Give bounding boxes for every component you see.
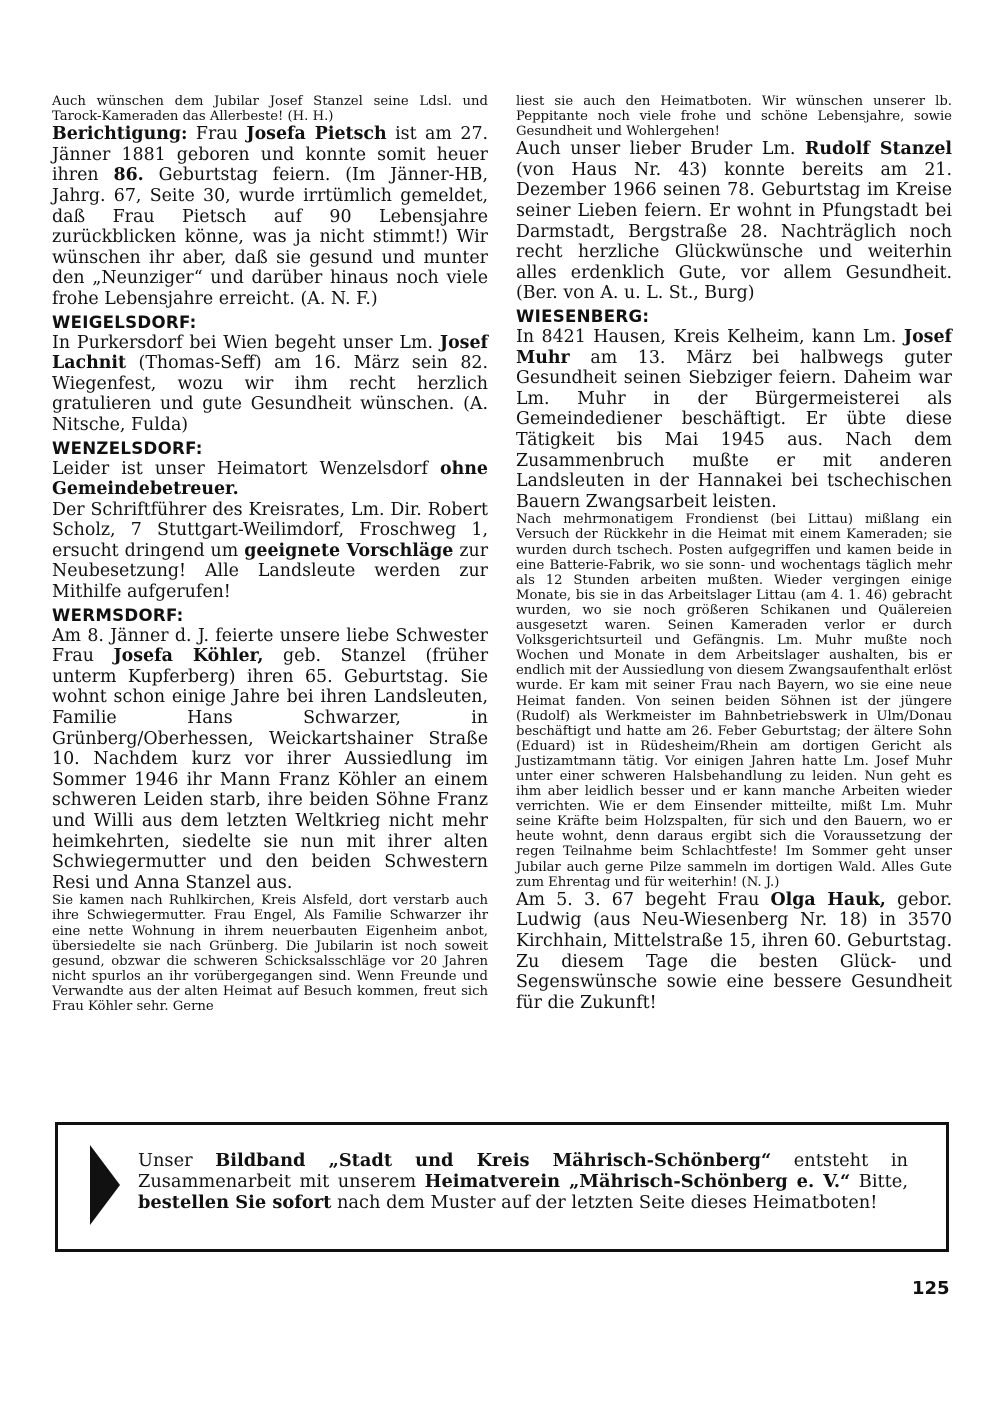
text: Leider ist unser Heimatort Wenzelsdorf	[52, 458, 428, 479]
emphasis-text: Bildband „Stadt und Kreis Mährisch-Schönberg“	[215, 1150, 772, 1171]
text: Geburtstag feiern. (Im Jänner-HB, Jahrg. 67, Seite 30, wurde irrtümlich gemeldet, daß Frau Pietsch auf 90 Lebensjahre zurückblicken könne, was ja nicht stimmt!) Wir wünschen ihr aber, daß sie gesund und munter den „Neunziger“ und darüber hinaus noch viele frohe Lebensjahre erreicht. (A. N. F.)	[52, 165, 488, 309]
emphasis-text: Heimatverein „Mährisch-Schönberg e. V.“	[424, 1171, 851, 1192]
text: nach dem Muster auf der letzten Seite dieses Heimatboten!	[336, 1192, 878, 1213]
paragraph-olga-hauk	[516, 890, 952, 1014]
paragraph-wenzelsdorf-1	[52, 459, 488, 500]
heading-wiesenberg: WIESENBERG:	[516, 307, 650, 327]
text: Am 5. 3. 67 begeht Frau	[516, 889, 760, 910]
text: am 13. März bei halbwegs guter Gesundheit seinen Siebziger feiern. Daheim war Lm. Muhr in der Bürgermeisterei als Gemeindediener beschäftigt. Er übte diese Tätigkeit bis Mai 1945 aus. Nach dem Zusammenbruch mußte er mit anderen Landsleuten in der Hannakei bei tschechischen Bauern Zwangsarbeit leisten.	[516, 347, 952, 512]
text: In Purkersdorf bei Wien begeht unser Lm.	[52, 332, 433, 353]
arrow-right-icon	[90, 1145, 120, 1225]
text: Auch unser lieber Bruder Lm.	[516, 139, 796, 160]
text: Am 8. Jänner d. J. feierte unsere liebe Schwester Frau	[52, 625, 488, 667]
text: gebor. Ludwig (aus Neu-Wiesenberg Nr. 18) in 3570 Kirchhain, Mittelstraße 15, ihren 60. Geburtstag. Zu diesem Tage die besten Glück- und Segenswünsche sowie eine bessere Gesundheit für die Zukunft!	[516, 889, 953, 1013]
text: ist am 27. Jänner 1881 geboren und konnte somit heuer ihren	[52, 124, 489, 186]
emphasis-text: bestellen Sie sofort	[138, 1192, 332, 1213]
emphasis-text: geeignete Vorschläge	[244, 540, 454, 561]
name-josef-muhr: Josef Muhr	[516, 327, 953, 368]
text: (von Haus Nr. 43) konnte bereits am 21. Dezember 1966 seinen 78. Geburtstag im Kreise seiner Lieben feiern. Er wohnt in Pfungstadt bei Darmstadt, Bergstraße 28. Nachträglich noch recht herzliche Glückwünsche und weiterhin alles erdenklich Gute, vor allem Gesundheit. (Ber. von A. u. L. St., Burg)	[516, 159, 952, 304]
text: geb. Stanzel (früher unterm Kupferberg) ihren 65. Geburtstag. Sie wohnt schon einige Jahre bei ihren Landsleuten, Familie Hans Schwarzer, in Grünberg/Oberhessen, Weickartshainer Straße 10. Nachdem kurz vor ihrer Aussiedlung im Sommer 1946 ihr Mann Franz Köhler an einem schweren Leiden starb, ihre beiden Söhne Franz und Willi aus dem letzten Weltkrieg nicht mehr heimkehrten, siedelte sie nun mit ihrer alten Schwiegermutter und den beiden Schwestern Resi und Anna Stanzel aus.	[52, 646, 489, 893]
text: Frau	[195, 124, 238, 145]
page-number: 125	[912, 1278, 950, 1299]
paragraph-weigelsdorf	[52, 333, 488, 436]
age-number: 86.	[113, 165, 144, 186]
paragraph-berichtigung	[52, 124, 488, 309]
name-josefa-pietsch: Josefa Pietsch	[246, 124, 387, 145]
label-berichtigung: Berichtigung:	[52, 124, 188, 145]
notice-box	[55, 1122, 949, 1252]
text: In 8421 Hausen, Kreis Kelheim, kann Lm.	[516, 327, 897, 348]
text: Der Schriftführer des Kreisrates, Lm. Dir. Robert Scholz, 7 Stuttgart-Weilimdorf, Froschweg 1, ersucht dringend um	[52, 499, 488, 561]
left-column	[52, 94, 488, 1014]
name-josef-lachnit: Josef Lachnit	[52, 332, 489, 374]
paragraph-wenzelsdorf-2	[52, 500, 488, 603]
text: zur Neubesetzung! Alle Landsleute werden zur Mithilfe aufgerufen!	[52, 540, 489, 603]
text: entsteht in Zusammenarbeit mit unserem	[138, 1150, 909, 1192]
text: (Thomas-Seff) am 16. März sein 82. Wiegenfest, wozu wir ihm recht herzlich gratulieren und gute Gesundheit wünschen. (A. Nitsche, Fulda)	[52, 353, 488, 435]
heading-weigelsdorf: WEIGELSDORF:	[52, 312, 197, 332]
paragraph-jubilar-stanzel: Auch wünschen dem Jubilar Josef Stanzel seine Ldsl. und Tarock-Kameraden das Allerbeste! (H. H.)	[52, 94, 488, 125]
notice-text	[138, 1150, 908, 1213]
heading-wenzelsdorf: WENZELSDORF:	[52, 438, 203, 458]
paragraph-continuation: liest sie auch den Heimatboten. Wir wünschen unserer lb. Peppitante noch viele frohe und schöne Lebensjahre, sowie Gesundheit und Wohlergehen!	[516, 94, 952, 140]
emphasis-text: ohne Gemeindebetreuer.	[52, 458, 488, 500]
name-josefa-koehler: Josefa Köhler,	[113, 646, 264, 667]
heading-wermsdorf: WERMSDORF:	[52, 605, 184, 625]
paragraph-wiesenberg	[516, 327, 952, 512]
text: Bitte,	[858, 1171, 908, 1192]
name-rudolf-stanzel: Rudolf Stanzel	[804, 139, 952, 160]
paragraph-rudolf-stanzel	[516, 139, 952, 304]
right-column	[516, 94, 952, 1013]
name-olga-hauk: Olga Hauk,	[770, 889, 886, 910]
paragraph-wermsdorf	[52, 626, 488, 894]
paragraph-wiesenberg-small: Nach mehrmonatigem Frondienst (bei Littau) mißlang ein Versuch der Rückkehr in die Heimat mit einem Kameraden; sie wurden durch tschech. Posten aufgegriffen und kamen beide in eine Batterie-Fabrik, wo sie sonn- und wochentags täglich mehr als 12 Stunden arbeiten mußten. Wieder vergingen einige Monate, bis sie in das Arbeitslager Littau (am 4. 1. 46) gebracht wurden, wo sie noch größeren Schikanen und Quälereien ausgesetzt waren. Seinen Kameraden verlor er durch Volksgerichtsurteil und Gefängnis. Lm. Muhr mußte noch Wochen und Monate in dem Arbeitslager aushalten, bis er endlich mit der Aussiedlung von diesem Zwangsaufenthalt erlöst wurde. Er kam mit seiner Frau nach Bayern, wo sie eine neue Heimat fanden. Von seinen beiden Söhnen ist der jüngere (Rudolf) als Werkmeister im Bahnbetriebswerk in Ulm/Donau beschäftigt und hatte am 26. Feber Geburtstag; der ältere Sohn (Eduard) ist in Rüdesheim/Rhein am dortigen Gericht als Justizamtmann tätig. Vor einigen Jahren hatte Lm. Josef Muhr unter einer schweren Halsbehandlung zu leiden. Nun geht es ihm aber leidlich besser und er kann manche Arbeiten wieder verrichten. Wie er dem Einsender mitteilte, mißt Lm. Muhr seine Kräfte beim Holzspalten, für sich und den Bauern, wo er heute wohnt, denn daraus ergibt sich die Voraussetzung der regen Teilnahme beim Schlachtfeste! Im Sommer geht unser Jubilar auch gerne Pilze sammeln im dortigen Wald. Alles Gute zum Ehrentag und für weiterhin! (N. J.)	[516, 512, 952, 890]
text: Unser	[138, 1150, 193, 1171]
paragraph-wermsdorf-small: Sie kamen nach Ruhlkirchen, Kreis Alsfeld, dort verstarb auch ihre Schwiegermutter. Frau Engel, Als Familie Schwarzer ihr eine nette Wohnung in ihrem neuerbauten Eigenheim anbot, übersiedelte sie nach Grünberg. Die Jubilarin ist noch soweit gesund, obzwar die schweren Schicksalsschläge vor 20 Jahren nicht spurlos an ihr vorübergegangen sind. Wenn Freunde und Verwandte aus der alten Heimat auf Besuch kommen, freut sich Frau Köhler sehr. Gerne	[52, 893, 488, 1015]
